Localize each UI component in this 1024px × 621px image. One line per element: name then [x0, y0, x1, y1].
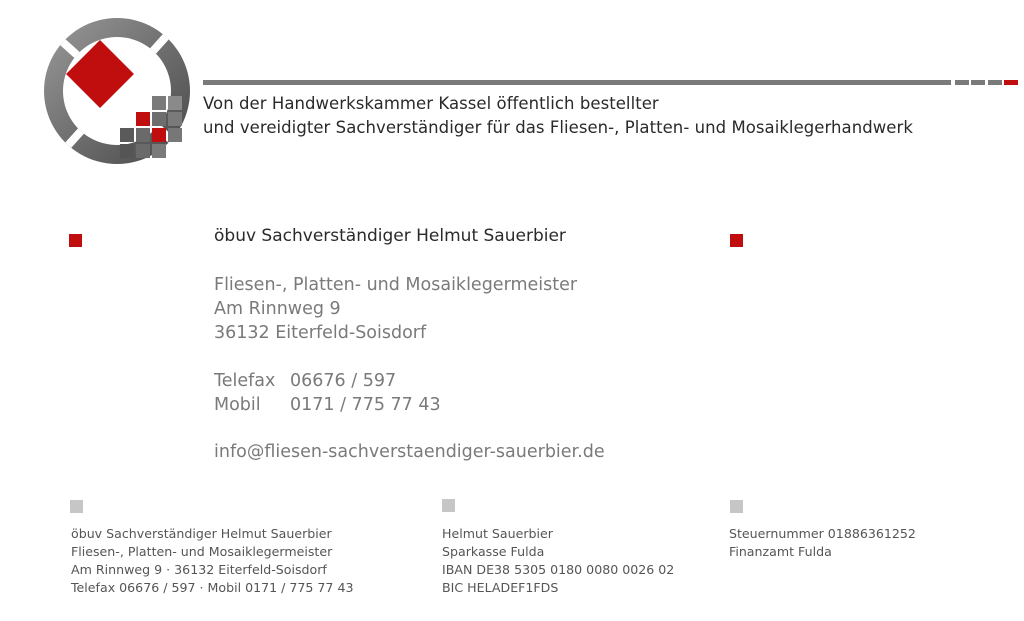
footer-col1-line: Fliesen-, Platten- und Mosaiklegermeister [71, 544, 333, 559]
grey-marker-col1 [70, 500, 83, 513]
header-rule [203, 80, 1019, 86]
footer-col1-line: öbuv Sachverständiger Helmut Sauerbier [71, 526, 332, 541]
red-marker-left [69, 234, 82, 247]
fax-label: Telefax [214, 371, 276, 391]
contact-profession: Fliesen-, Platten- und Mosaiklegermeister [214, 275, 578, 295]
footer-col3-line: Finanzamt Fulda [729, 544, 832, 559]
mobile-number: 0171 / 775 77 43 [290, 395, 441, 415]
footer-col-3 [729, 525, 916, 561]
fax-number: 06676 / 597 [290, 371, 397, 391]
footer-col2-line: Helmut Sauerbier [442, 526, 553, 541]
contact-fax-row [214, 369, 396, 393]
tagline-line-1: Von der Handwerkskammer Kassel öffentlich bestellter [203, 94, 659, 113]
footer-col-2 [442, 525, 674, 597]
tagline-line-2: und vereidigter Sachverständiger für das Fliesen-, Platten- und Mosaiklegerhandwerk [203, 118, 913, 137]
contact-name: öbuv Sachverständiger Helmut Sauerbier [214, 226, 566, 246]
footer-col3-line: Steuernummer 01886361252 [729, 526, 916, 541]
contact-city: 36132 Eiterfeld-Soisdorf [214, 323, 427, 343]
footer-col1-line: Am Rinnweg 9 · 36132 Eiterfeld-Soisdorf [71, 562, 327, 577]
grey-marker-col3 [730, 500, 743, 513]
footer-col-1 [71, 525, 353, 597]
tile-expert-logo-icon [44, 18, 194, 168]
contact-street: Am Rinnweg 9 [214, 299, 341, 319]
footer-col2-line: IBAN DE38 5305 0180 0080 0026 02 [442, 562, 675, 577]
contact-mobile-row [214, 393, 441, 417]
footer-col1-line: Telefax 06676 / 597 · Mobil 0171 / 775 77 43 [71, 580, 354, 595]
grey-marker-col2 [442, 499, 455, 512]
footer-col2-line: Sparkasse Fulda [442, 544, 545, 559]
mobile-label: Mobil [214, 395, 261, 415]
footer-col2-line: BIC HELADEF1FDS [442, 580, 559, 595]
red-marker-right [730, 234, 743, 247]
contact-email[interactable]: info@fliesen-sachverstaendiger-sauerbier.de [214, 442, 605, 462]
